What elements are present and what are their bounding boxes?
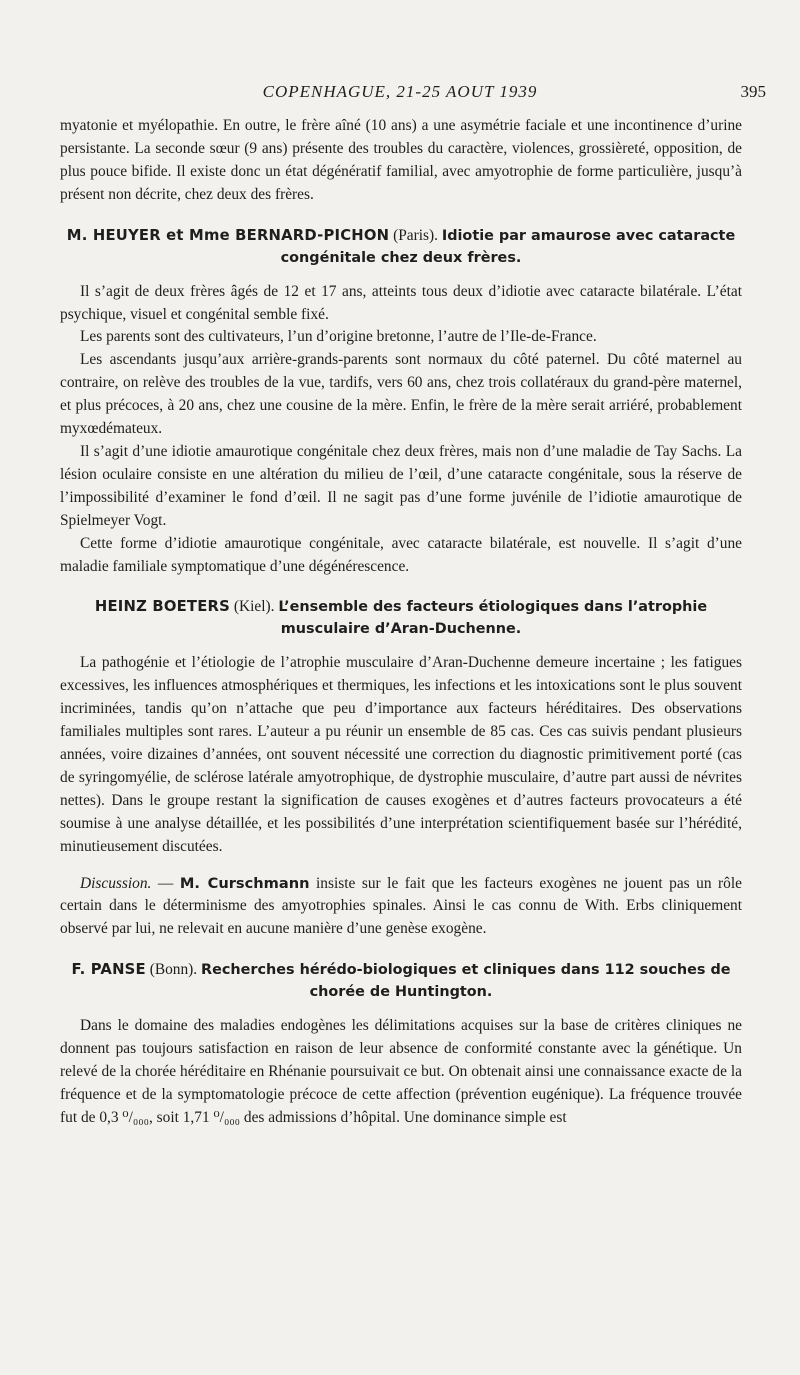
section-2-authors: HEINZ BOETERS	[94, 598, 230, 616]
section-1-authors: M. HEUYER et Mme BERNARD-PICHON	[66, 226, 390, 244]
discussion-paragraph	[60, 873, 742, 942]
section-3-affiliation: (Bonn).	[149, 961, 198, 979]
section-2-title: L’ensemble des facteurs étiologiques dans l’atrophie musculaire d’Aran-Duchenne.	[278, 599, 708, 638]
discussion-text: insiste sur le fait que les facteurs exogènes ne jouent pas un rôle certain dans le déterminisme des amyotrophies spinales. Ainsi le cas connu de With. Erbs cliniquement observé par lui, ne relevait en aucune manière d’une genèse exogène.	[60, 874, 742, 938]
section-1-paragraph: Les parents sont des cultivateurs, l’un d’origine bretonne, l’autre de l’Ile-de-France.	[80, 328, 597, 346]
section-3-title: Recherches hérédo-biologiques et cliniques dans 112 souches de chorée de Huntington.	[201, 962, 731, 1001]
article-body	[60, 115, 742, 1130]
running-header	[0, 82, 800, 108]
discussion-dash: —	[157, 874, 174, 892]
section-3-authors: F. PANSE	[71, 961, 146, 979]
section-1-paragraph: Les ascendants jusqu’aux arrière-grands-parents sont normaux du côté paternel. Du côté maternel au contraire, on relève des troubles de la vue, tardifs, vers 60 ans, chez trois collatéraux du grand-père maternel, et plus précoces, à 20 ans, chez une cousine de la mère. Enfin, le frère de la mère serait arriéré, probablement myxœdémateux.	[60, 351, 742, 438]
section-1-heading	[60, 225, 742, 269]
section-2-paragraph: La pathogénie et l’étiologie de l’atrophie musculaire d’Aran-Duchenne demeure incertaine ; les fatigues excessives, les influences atmosphériques et thermiques, les infections et les intoxications sont le plus souvent incriminées, tandis qu’on n’attache que peu d’importance aux facteurs héréditaires. Des observations familiales multiples sont rares. L’auteur a pu réunir un ensemble de 85 cas. Ces cas suivis pendant plusieurs années, voire dizaines d’années, ont souvent nécessité une correction du diagnostic primitivement porté (cas de syringomyélie, de sclérose latérale amyotrophique, de dystrophie musculaire, d’autre part aussi de névrites nettes). Dans le groupe restant la signification de causes exogènes et d’autres facteurs provocateurs a été soumise à une analyse détaillée, et les possibilités d’une interprétation scientifiquement basée sur l’hérédité, minutieusement discutées.	[60, 654, 742, 855]
section-3-heading	[60, 959, 742, 1003]
section-1-affiliation: (Paris).	[393, 226, 438, 244]
section-1-paragraph: Il s’agit de deux frères âgés de 12 et 17 ans, atteints tous deux d’idiotie avec cataracte bilatérale. L’état psychique, visuel et congénital semble fixé.	[60, 282, 742, 323]
section-2-heading	[60, 596, 742, 640]
section-2-affiliation: (Kiel).	[233, 598, 275, 616]
intro-paragraph: myatonie et myélopathie. En outre, le frère aîné (10 ans) a une asymétrie faciale et une incontinence d’urine persistante. La seconde sœur (9 ans) présente des troubles du caractère, violences, grossièreté, opposition, de plus pouce bifide. Il existe donc un état dégénératif familial, avec amyotrophie de forme particulière, jusqu’à présent non décrite, chez deux des frères.	[60, 117, 742, 203]
discussion-speaker: M. Curschmann	[179, 874, 310, 892]
page-number: 395	[740, 82, 766, 101]
section-1-paragraph: Cette forme d’idiotie amaurotique congénitale, avec cataracte bilatérale, est nouvelle. Il s’agit d’une maladie familiale symptomatique d’une dégénérescence.	[60, 534, 742, 575]
section-1-paragraph: Il s’agit d’une idiotie amaurotique congénitale chez deux frères, mais non d’une maladie de Tay Sachs. La lésion oculaire consiste en une altération du milieu de l’œil, d’une cataracte congénitale, sous la réserve de l’impossibilité d’examiner le fond d’œil. Il ne sagit pas d’une forme juvénile de l’idiotie amaurotique de Spielmeyer Vogt.	[60, 442, 742, 529]
section-3-paragraph: Dans le domaine des maladies endogènes les délimitations acquises sur la base de critères cliniques ne donnent pas toujours satisfaction en raison de leur absence de conformité constante avec la génétique. Un relevé de la chorée héréditaire en Rhénanie poursuivait ce but. On obtenait ainsi une connaissance exacte de la fréquence et de la symptomatologie précoce de cette affection (prévention eugénique). La fréquence trouvée fut de 0,3 ⁰/₀₀₀, soit 1,71 ⁰/₀₀₀ des admissions d’hôpital. Une dominance simple est	[60, 1017, 742, 1126]
discussion-label: Discussion.	[80, 874, 152, 892]
section-1-title: Idiotie par amaurose avec cataracte congénitale chez deux frères.	[280, 227, 736, 266]
running-title: COPENHAGUE, 21-25 AOUT 1939	[262, 82, 538, 101]
